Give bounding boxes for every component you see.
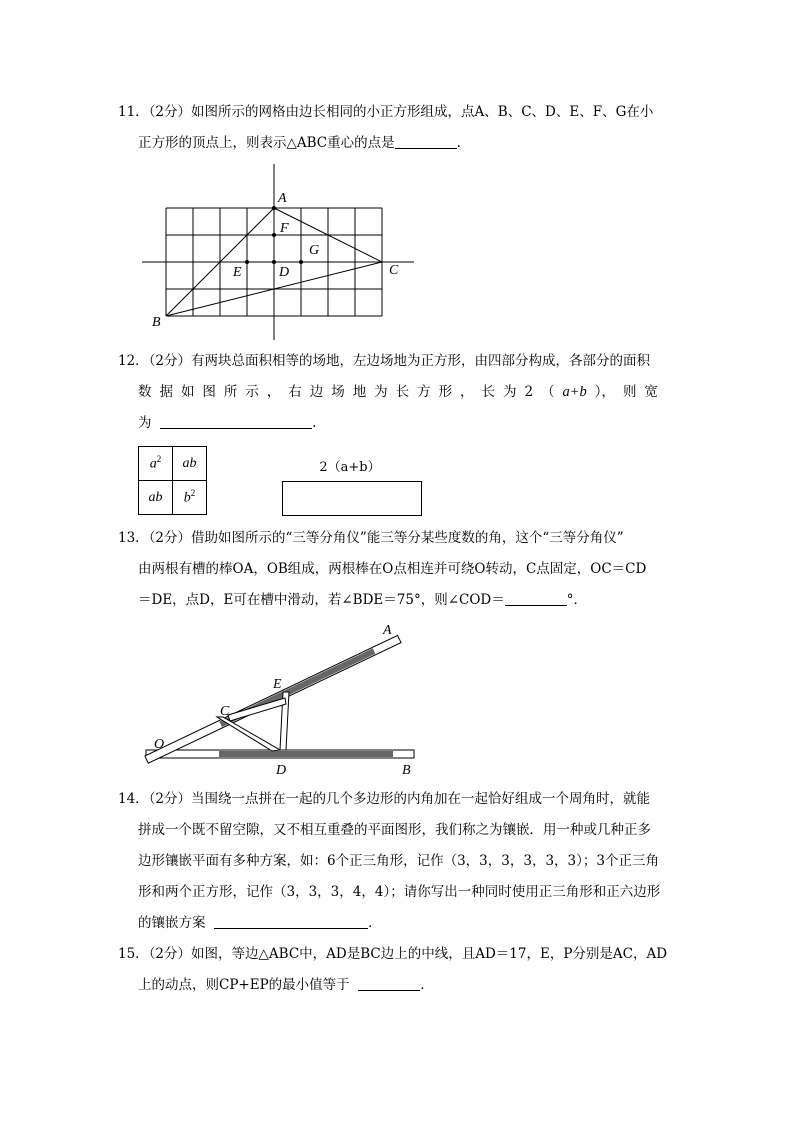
q12-answer-blank[interactable]: [160, 414, 312, 429]
question-11: [118, 97, 678, 159]
label-a: A: [383, 623, 392, 638]
label-o: O: [154, 737, 165, 752]
label-b: B: [152, 315, 161, 330]
q14-line-4: 形和两个正方形，记作（3，3，3，4，4）；请你写出一种同时使用正三角形和正六边形: [138, 884, 661, 900]
cell-ab-bottom: ab: [139, 481, 173, 515]
q13-answer-blank[interactable]: [505, 591, 567, 606]
question-13: [118, 523, 678, 616]
label-g: G: [309, 243, 320, 258]
cell-a-squared: $a^2$: [139, 447, 173, 481]
q14-line-3: 边形镶嵌平面有多种方案，如：6个正三角形，记作（3，3，3，3，3，3）；3个正三角: [138, 853, 659, 869]
q12-rect-length-label: 2（a+b）: [319, 460, 381, 475]
label-e: E: [273, 677, 282, 692]
label-c: C: [220, 704, 230, 719]
q15-line-1: 15．（2分）如图，等边△ABC中，AD是BC边上的中线，且AD＝17，E，P分别是AC，AD: [118, 946, 668, 962]
q11-grid-figure: [138, 162, 438, 352]
q11-answer-blank[interactable]: [395, 134, 457, 149]
q15-answer-blank[interactable]: [358, 976, 420, 991]
label-d: D: [276, 763, 287, 778]
label-a: A: [278, 191, 287, 206]
q11-line-2: 正方形的顶点上，则表示△ABC重心的点是 .: [138, 135, 461, 151]
label-d: D: [279, 265, 290, 280]
q13-trisector-figure: [140, 620, 430, 780]
label-f: F: [280, 221, 289, 236]
cell-b-squared: $b^2$: [173, 481, 207, 515]
q14-answer-blank[interactable]: [214, 914, 368, 929]
q13-line-1: 13．（2分）借助如图所示的“三等分角仪”能三等分某些度数的角，这个“三等分角仪”: [118, 530, 624, 546]
question-14: [118, 784, 678, 939]
q14-line-5: 的镶嵌方案 ．: [138, 915, 382, 931]
q12-square-field: [138, 446, 207, 515]
cell-ab-top: ab: [173, 447, 207, 481]
q13-line-2: 由两根有槽的棒OA，OB组成，两根棒在O点相连并可绕O转动，C点固定，OC＝CD: [138, 561, 647, 577]
question-12: [118, 346, 678, 439]
q14-line-1: 14．（2分）当围绕一点拼在一起的几个多边形的内角加在一起恰好组成一个周角时，就能: [118, 791, 651, 807]
q12-line-1: 12．（2分）有两块总面积相等的场地，左边场地为正方形，由四部分构成，各部分的面积: [118, 353, 651, 369]
q12-line-3: 为 .: [138, 415, 317, 431]
q15-line-2: 上的动点，则CP+EP的最小值等于 ．: [138, 977, 434, 993]
q14-line-2: 拼成一个既不留空隙，又不相互重叠的平面图形，我们称之为镶嵌．用一种或几种正多: [138, 822, 651, 838]
q12-line-2: 数 据 如 图 所 示 ， 右 边 场 地 为 长 方 形 ， 长 为 2 （ a+b ）， 则 宽: [138, 384, 658, 400]
label-c: C: [389, 263, 399, 278]
point-g: [299, 260, 303, 264]
label-e: E: [233, 265, 242, 280]
question-15: [118, 939, 678, 1001]
point-d: [272, 260, 276, 264]
label-b: B: [402, 763, 411, 778]
point-a: [272, 206, 276, 210]
q12-rectangle-field: [282, 481, 422, 516]
q11-line-1: 11．（2分）如图所示的网格由边长相同的小正方形组成，点A、B、C、D、E、F、G在小: [118, 104, 654, 120]
point-f: [272, 233, 276, 237]
point-e: [245, 260, 249, 264]
q13-line-3: ＝DE，点D，E可在槽中滑动，若∠BDE＝75°，则∠COD＝ °．: [138, 592, 587, 608]
